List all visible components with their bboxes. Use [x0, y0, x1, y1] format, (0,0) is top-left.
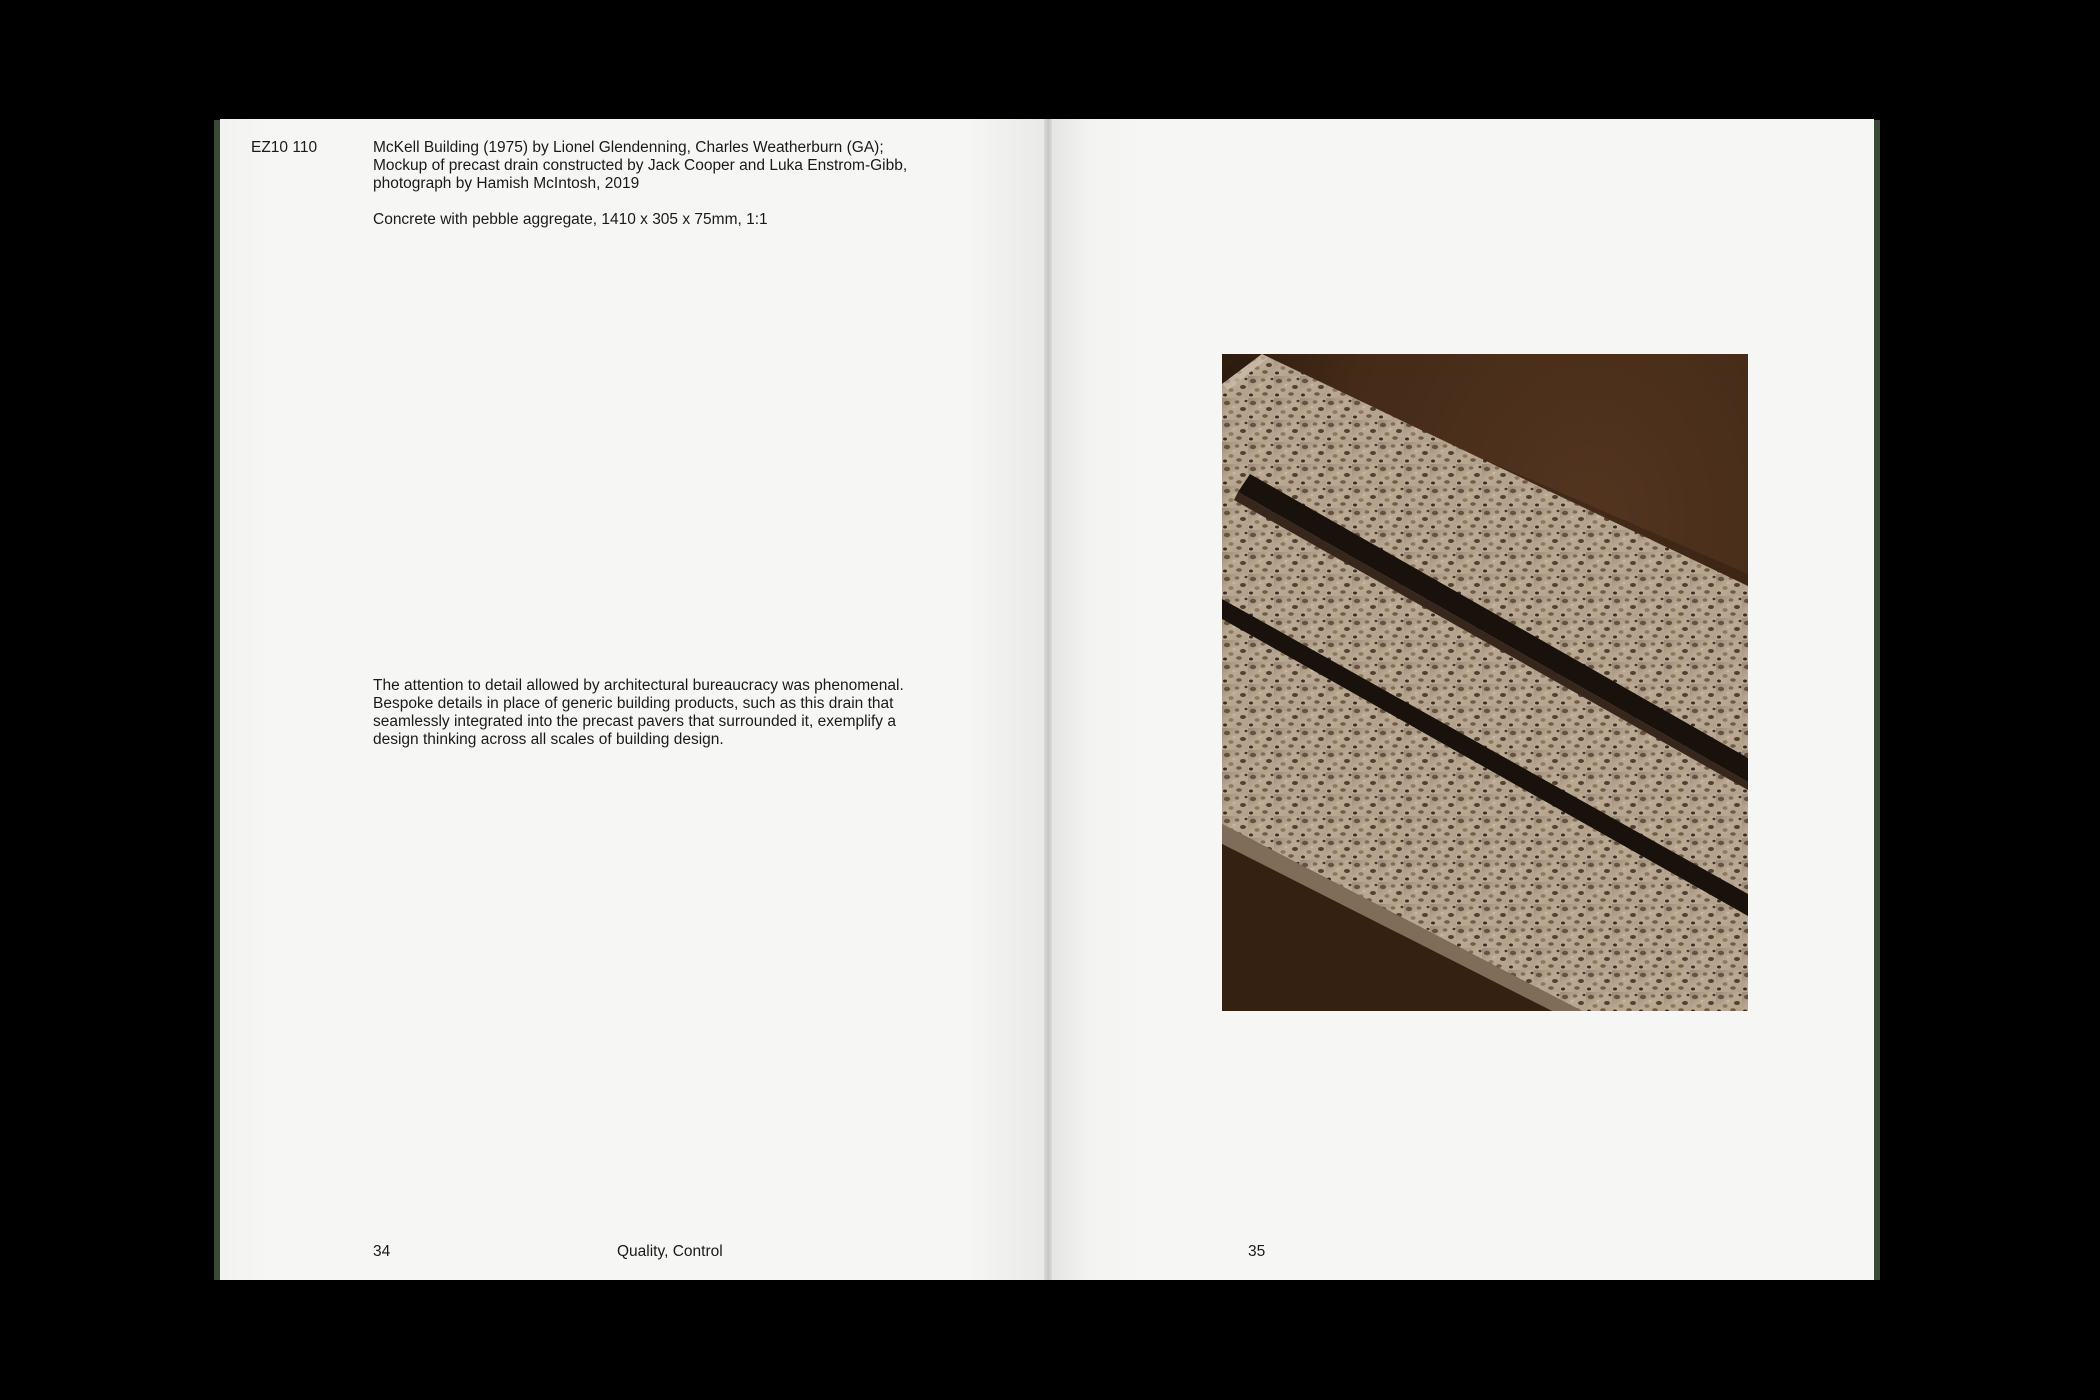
page-number-left: 34 — [373, 1243, 391, 1260]
drain-photograph — [1222, 354, 1748, 1011]
caption-line: photograph by Hamish McIntosh, 2019 — [373, 175, 640, 192]
left-page — [220, 119, 1048, 1280]
body-paragraph — [373, 677, 933, 749]
body-line: Bespoke details in place of generic building products, such as this drain that — [373, 695, 894, 712]
drain-photo-illustration — [1222, 354, 1748, 1011]
body-line: seamlessly integrated into the precast pavers that surrounded it, exemplify a — [373, 713, 896, 730]
catalogue-code: EZ10 110 — [251, 139, 318, 156]
caption-line: McKell Building (1975) by Lionel Glendenning, Charles Weatherburn (GA); — [373, 139, 884, 156]
right-page — [1048, 119, 1874, 1280]
page-number-right: 35 — [1248, 1243, 1266, 1260]
material-description: Concrete with pebble aggregate, 1410 x 305 x 75mm, 1:1 — [373, 211, 768, 228]
caption-line: Mockup of precast drain constructed by Jack Cooper and Luka Enstrom-Gibb, — [373, 157, 908, 174]
image-caption — [373, 139, 933, 193]
body-line: design thinking across all scales of building design. — [373, 731, 724, 748]
book-gutter — [1044, 119, 1052, 1280]
running-head: Quality, Control — [617, 1243, 723, 1260]
body-line: The attention to detail allowed by architectural bureaucracy was phenomenal. — [373, 677, 904, 694]
